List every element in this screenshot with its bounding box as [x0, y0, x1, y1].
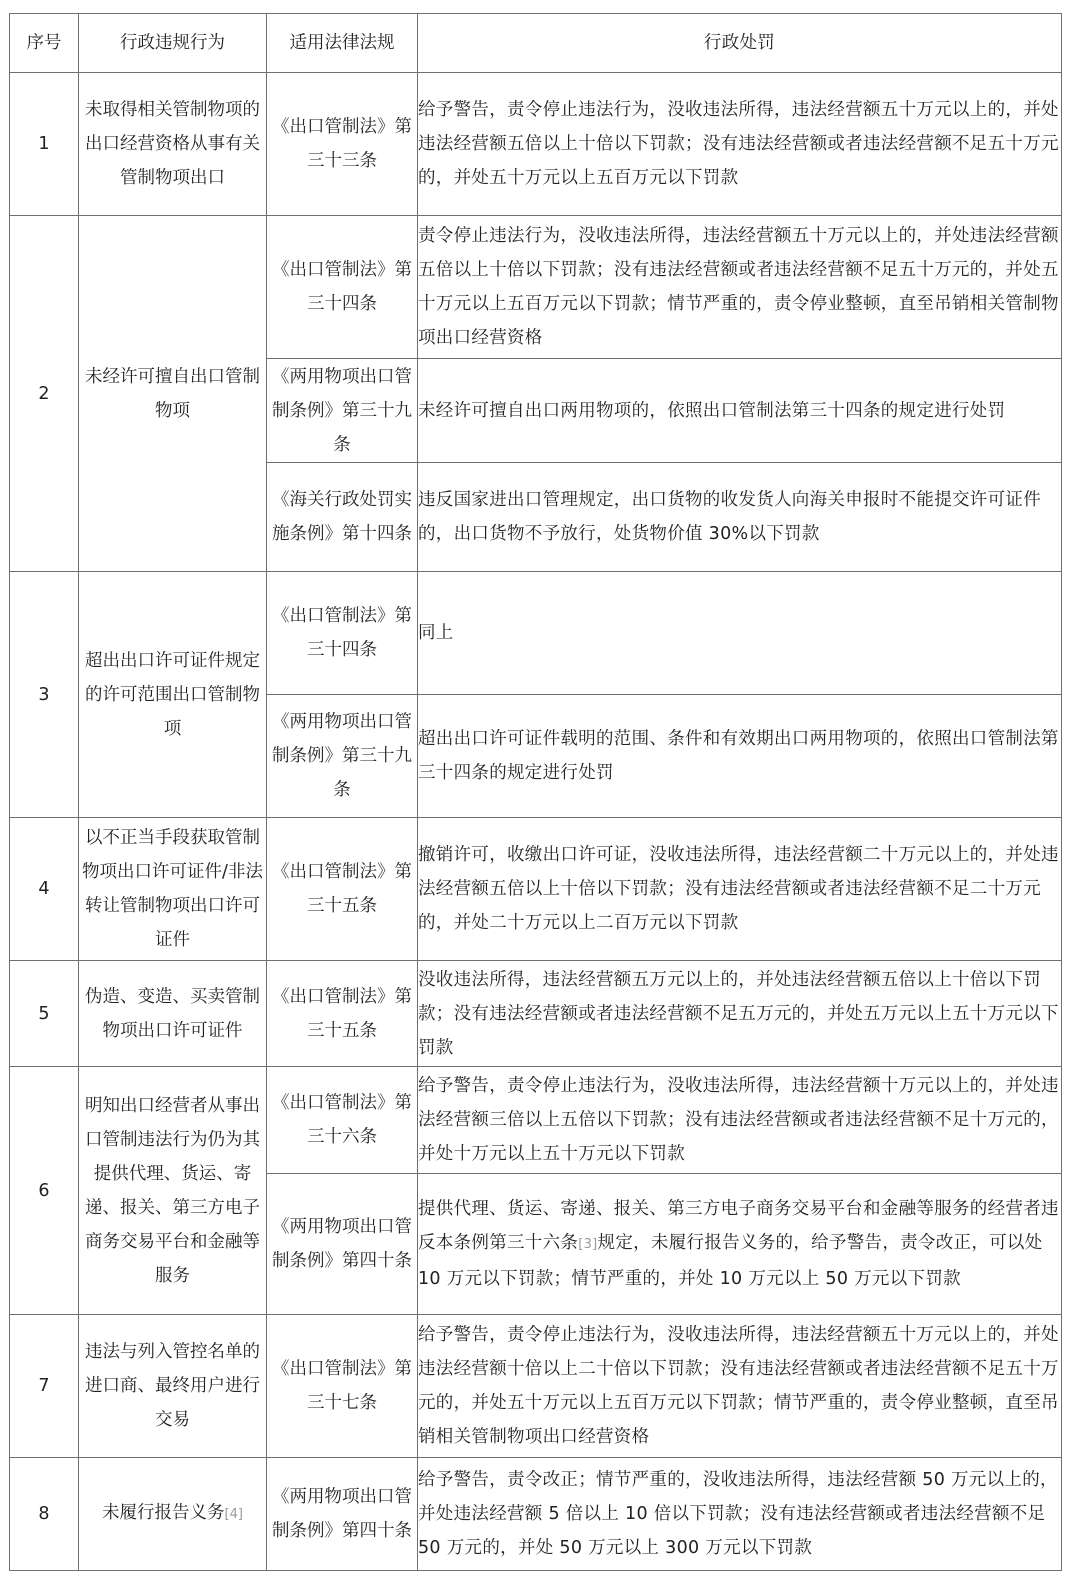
table-row	[10, 1067, 1062, 1174]
row-law: 《出口管制法》第三十五条	[267, 818, 418, 961]
table-body	[10, 73, 1062, 1571]
row-penalty: 未经许可擅自出口两用物项的，依照出口管制法第三十四条的规定进行处罚	[418, 359, 1062, 463]
row-no: 6	[10, 1067, 79, 1315]
row-penalty: 没收违法所得，违法经营额五万元以上的，并处违法经营额五倍以上十倍以下罚款；没有违法经营额或者违法经营额不足五万元的，并处五万元以上五十万元以下罚款	[418, 961, 1062, 1067]
row-no: 1	[10, 73, 79, 216]
row-act: 超出出口许可证件规定的许可范围出口管制物项	[79, 572, 267, 818]
row-act: 违法与列入管控名单的进口商、最终用户进行交易	[79, 1315, 267, 1458]
row-law: 《两用物项出口管制条例》第三十九条	[267, 359, 418, 463]
row-penalty: 给予警告，责令停止违法行为，没收违法所得，违法经营额十万元以上的，并处违法经营额三倍以上五倍以下罚款；没有违法经营额或者违法经营额不足十万元的，并处十万元以上五十万元以下罚款	[418, 1067, 1062, 1174]
row-penalty: 违反国家进出口管理规定，出口货物的收发货人向海关申报时不能提交许可证件的，出口货物不予放行，处货物价值 30%以下罚款	[418, 463, 1062, 572]
row-law: 《出口管制法》第三十四条	[267, 572, 418, 695]
row-no: 4	[10, 818, 79, 961]
table-row	[10, 73, 1062, 216]
table-row	[10, 216, 1062, 359]
row-penalty: 给予警告，责令停止违法行为，没收违法所得，违法经营额五十万元以上的，并处违法经营额五倍以上十倍以下罚款；没有违法经营额或者违法经营额不足五十万元的，并处五十万元以上五百万元以下罚款	[418, 73, 1062, 216]
table-row	[10, 961, 1062, 1067]
penalty-table	[9, 13, 1062, 1571]
footnote-ref: [4]	[224, 1507, 243, 1522]
row-law: 《出口管制法》第三十四条	[267, 216, 418, 359]
penalty-text-part: 提供代理、货运、寄递、报关、第三方电子商务交易平台和金融等服务的经营者违反本条例第三十六条	[418, 1199, 1059, 1253]
row-act-text: 未履行报告义务	[102, 1503, 225, 1523]
row-penalty: 责令停止违法行为，没收违法所得，违法经营额五十万元以上的，并处违法经营额五倍以上十倍以下罚款；没有违法经营额或者违法经营额不足五十万元的，并处五十万元以上五百万元以下罚款；情节严重的，责令停业整顿，直至吊销相关管制物项出口经营资格	[418, 216, 1062, 359]
header-law: 适用法律法规	[267, 14, 418, 73]
row-penalty	[418, 1174, 1062, 1315]
table-row	[10, 1315, 1062, 1458]
row-no: 3	[10, 572, 79, 818]
row-no: 8	[10, 1458, 79, 1571]
header-row	[10, 14, 1062, 73]
header-act: 行政违规行为	[79, 14, 267, 73]
row-penalty: 给予警告，责令改正；情节严重的，没收违法所得，违法经营额 50 万元以上的，并处违法经营额 5 倍以上 10 倍以下罚款；没有违法经营额或者违法经营额不足 50 万元的，并处 50 万元以上 300 万元以下罚款	[418, 1458, 1062, 1571]
table-header	[10, 14, 1062, 73]
row-law: 《出口管制法》第三十六条	[267, 1067, 418, 1174]
row-act	[79, 1458, 267, 1571]
row-penalty: 撤销许可，收缴出口许可证，没收违法所得，违法经营额二十万元以上的，并处违法经营额五倍以上十倍以下罚款；没有违法经营额或者违法经营额不足二十万元的，并处二十万元以上二百万元以下罚款	[418, 818, 1062, 961]
row-law: 《出口管制法》第三十五条	[267, 961, 418, 1067]
row-no: 5	[10, 961, 79, 1067]
table-row	[10, 1458, 1062, 1571]
row-law: 《出口管制法》第三十七条	[267, 1315, 418, 1458]
row-law: 《两用物项出口管制条例》第四十条	[267, 1458, 418, 1571]
row-penalty: 给予警告，责令停止违法行为，没收违法所得，违法经营额五十万元以上的，并处违法经营额十倍以上二十倍以下罚款；没有违法经营额或者违法经营额不足五十万元的，并处五十万元以上五百万元以下罚款；情节严重的，责令停业整顿，直至吊销相关管制物项出口经营资格	[418, 1315, 1062, 1458]
row-act: 未取得相关管制物项的出口经营资格从事有关管制物项出口	[79, 73, 267, 216]
footnote-ref: [3]	[578, 1237, 598, 1252]
row-act: 未经许可擅自出口管制物项	[79, 216, 267, 572]
row-law: 《两用物项出口管制条例》第三十九条	[267, 695, 418, 818]
header-no: 序号	[10, 14, 79, 73]
header-penalty: 行政处罚	[418, 14, 1062, 73]
penalty-text-part: 规定，未履行报告义务的，给予警告，责令改正，可以处 10 万元以下罚款；情节严重的，并处 10 万元以上 50 万元以下罚款	[418, 1233, 1043, 1289]
row-no: 2	[10, 216, 79, 572]
row-no: 7	[10, 1315, 79, 1458]
row-law: 《出口管制法》第三十三条	[267, 73, 418, 216]
table-row	[10, 572, 1062, 695]
table-row	[10, 818, 1062, 961]
row-penalty: 同上	[418, 572, 1062, 695]
row-act: 以不正当手段获取管制物项出口许可证件/非法转让管制物项出口许可证件	[79, 818, 267, 961]
row-act: 明知出口经营者从事出口管制违法行为仍为其提供代理、货运、寄递、报关、第三方电子商务交易平台和金融等服务	[79, 1067, 267, 1315]
row-law: 《海关行政处罚实施条例》第十四条	[267, 463, 418, 572]
row-penalty: 超出出口许可证件载明的范围、条件和有效期出口两用物项的，依照出口管制法第三十四条的规定进行处罚	[418, 695, 1062, 818]
row-law: 《两用物项出口管制条例》第四十条	[267, 1174, 418, 1315]
row-act: 伪造、变造、买卖管制物项出口许可证件	[79, 961, 267, 1067]
